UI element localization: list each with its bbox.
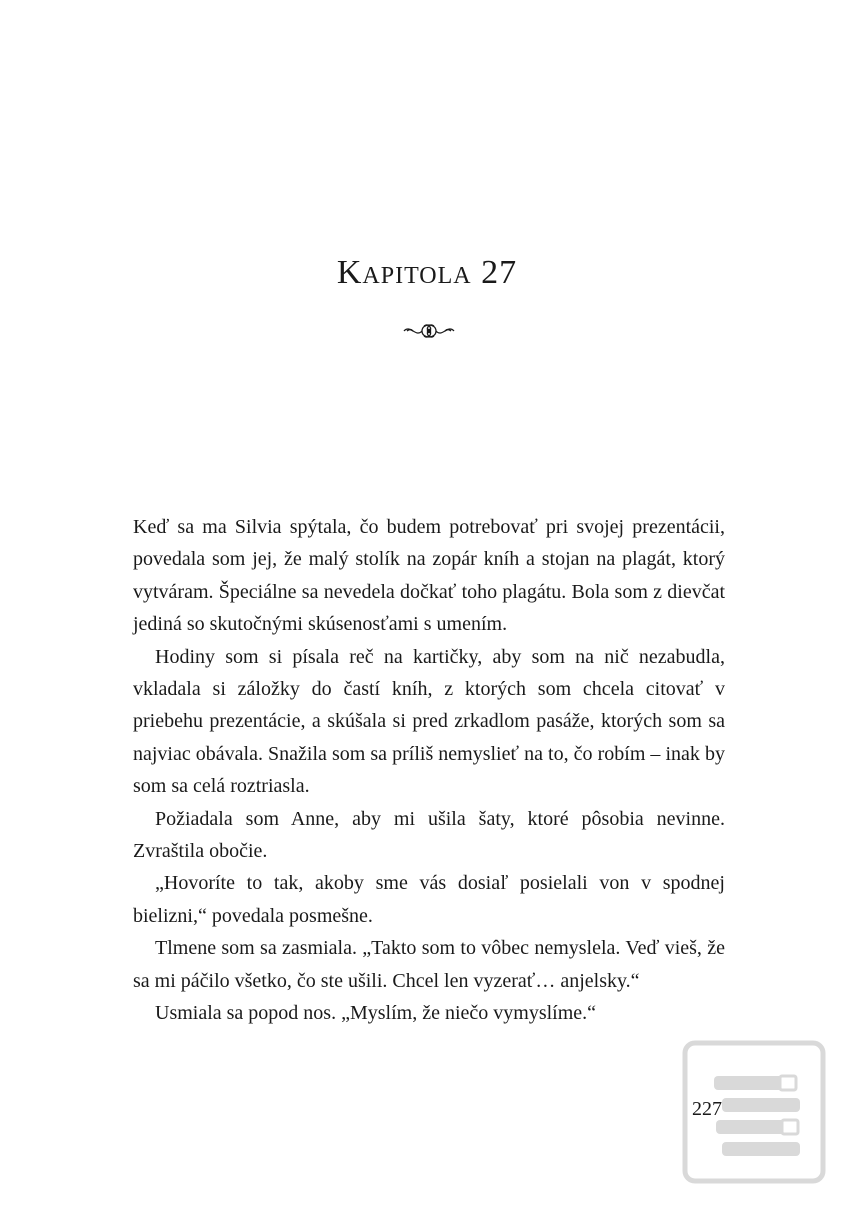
paragraph: Usmiala sa popod nos. „Myslím, že niečo vymyslíme.“ bbox=[155, 1002, 597, 1025]
chapter-title: Kapitola 27 bbox=[336, 254, 518, 291]
paragraph: Tlmene som sa zasmiala. „Takto som to vôbec nemyslela. Veď vieš, že sa mi páčilo všetko, čo ste ušili. Chcel len vyzerať… anjelsky.“ bbox=[133, 937, 725, 992]
paragraph: Požiadala som Anne, aby mi ušila šaty, ktoré pôsobia nevinne. Zvraštila obočie. bbox=[133, 807, 725, 863]
page-number: 227 bbox=[692, 1098, 722, 1120]
paragraph: „Hovoríte to tak, akoby sme vás dosiaľ posielali von v spodnej bielizni,“ povedala posmešne. bbox=[133, 872, 725, 927]
chapter-body bbox=[133, 511, 725, 1030]
paragraph: Hodiny som si písala reč na kartičky, aby som na nič nezabudla, vkladala si záložky do častí kníh, z ktorých som chcela citovať v priebehu prezentácie, a skúšala si pred zrkadlom pasáže, ktorých som sa najviac obávala. Snažila som sa príliš nemyslieť na to, čo robím – inak by som sa celá roztriasla. bbox=[133, 645, 725, 798]
fleuron-ornament-icon bbox=[402, 318, 456, 344]
paragraph: Keď sa ma Silvia spýtala, čo budem potrebovať pri svojej prezentácii, povedala som jej, že malý stolík na zopár kníh a stojan na plagát, ktorý vytváram. Špeciálne sa nevedela dočkať toho plagátu. Bola som z dievčat jediná so skutočnými skúsenosťami s umením. bbox=[133, 516, 725, 636]
book-stack-watermark-icon bbox=[682, 1040, 826, 1184]
